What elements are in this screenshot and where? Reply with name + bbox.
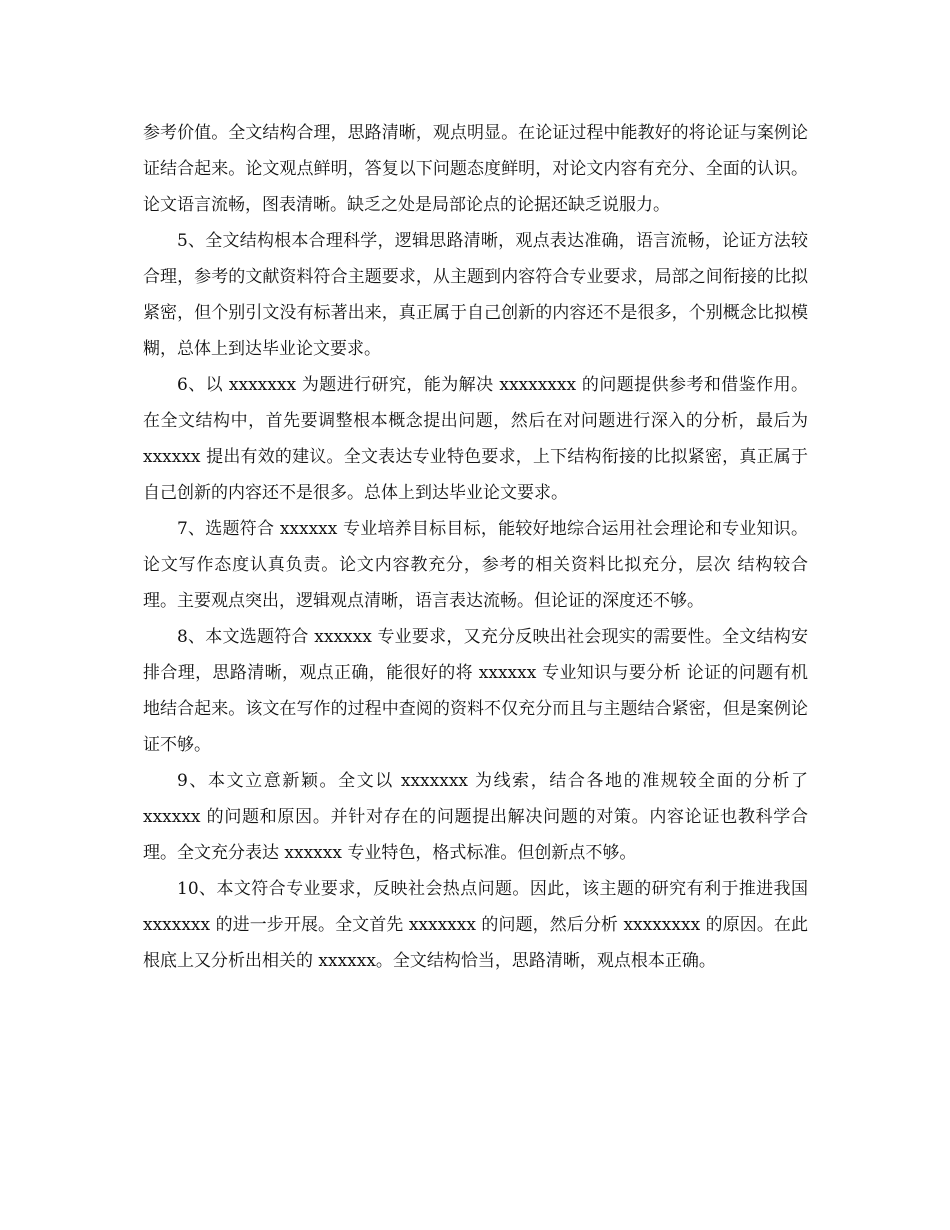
paragraph-item-8: 8、本文选题符合 xxxxxx 专业要求，又充分反映出社会现实的需要性。全文结构安排合理，思路清晰，观点正确，能很好的将 xxxxxx 专业知识与要分析 论证的问题有机地结合起来。该文在写作的过程中查阅的资料不仅充分而且与主题结合紧密，但是案例论证不够。: [143, 627, 808, 755]
paragraph-item-10: 10、本文符合专业要求，反映社会热点问题。因此，该主题的研究有利于推进我国 xxxxxxx 的进一步开展。全文首先 xxxxxxx 的问题，然后分析 xxxxxxxx 的原因。在此根底上又分析出相关的 xxxxxx。全文结构恰当，思路清晰，观点根本正确。: [143, 879, 808, 971]
document-body: [143, 115, 808, 979]
paragraph-item-9: 9、本文立意新颖。全文以 xxxxxxx 为线索，结合各地的准规较全面的分析了 xxxxxx 的问题和原因。并针对存在的问题提出解决问题的对策。内容论证也教科学合理。全文充分表达 xxxxxx 专业特色，格式标准。但创新点不够。: [143, 771, 808, 863]
paragraph-continuation: 参考价值。全文结构合理，思路清晰，观点明显。在论证过程中能教好的将论证与案例论证结合起来。论文观点鲜明，答复以下问题态度鲜明，对论文内容有充分、全面的认识。论文语言流畅，图表清晰。缺乏之处是局部论点的论据还缺乏说服力。: [143, 123, 808, 215]
paragraph-item-5: 5、全文结构根本合理科学，逻辑思路清晰，观点表达准确，语言流畅，论证方法较 合理，参考的文献资料符合主题要求，从主题到内容符合专业要求，局部之间衔接的比拟紧密，但个别引文没有标著出来，真正属于自己创新的内容还不是很多，个别概念比拟模糊，总体上到达毕业论文要求。: [143, 231, 808, 359]
paragraph-item-7: 7、选题符合 xxxxxx 专业培养目标目标，能较好地综合运用社会理论和专业知识。论文写作态度认真负责。论文内容教充分，参考的相关资料比拟充分，层次 结构较合理。主要观点突出，逻辑观点清晰，语言表达流畅。但论证的深度还不够。: [143, 519, 808, 611]
paragraph-item-6: 6、以 xxxxxxx 为题进行研究，能为解决 xxxxxxxx 的问题提供参考和借鉴作用。在全文结构中，首先要调整根本概念提出问题，然后在对问题进行深入的分析，最后为 xxxxxx 提出有效的建议。全文表达专业特色要求，上下结构衔接的比拟紧密，真正属于自己创新的内容还不是很多。总体上到达毕业论文要求。: [143, 375, 808, 503]
